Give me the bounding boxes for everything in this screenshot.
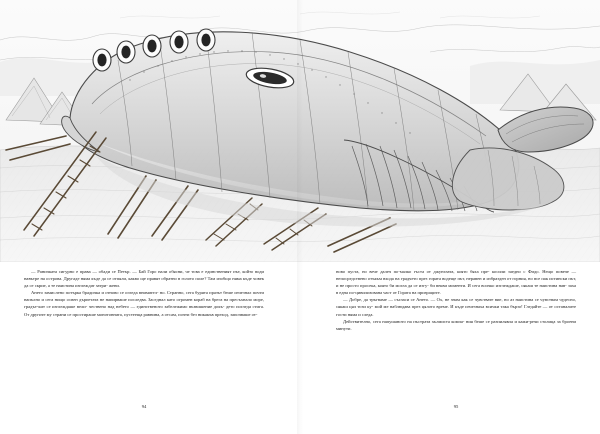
page-number-left: 94 [141, 404, 147, 409]
left-column [24, 268, 264, 318]
text-area [0, 262, 600, 434]
paragraph: — Добре, да тръгваме — съгласи се Ането. — Ох, не знам как се чувствате вие, но аз наистина се чувствам чудесно, сякаш цял този ку- мой ме наблюдава през цялото време. И къде изчезнаха всички така бързо! Гледайте — от останалите гости няма и следа. [336, 297, 576, 317]
page-number-right: 95 [453, 404, 459, 409]
paragraph: — Раничката сигурно е права — обади се Петър. — Бай Горо нали обясни, че това е единственият път, който води навътре на острова. Другаде няма къде да се отпяли, какво ще правят обратно в голото поле? Там изобщо няма къде човек да се скрие, а те наистина изглеждат затри- жени. [24, 269, 264, 289]
paragraph: ново пуста, но вече далеч по-малко гъста от джунглата, която бяха пре- косили заедно с Фидо. Нещо повече — непосредствено отъкъм входа на градчето през гората водеще път, неравен и избразден от горния, но все пак истински път, и не просто просека, която би могла да се изгу- би векви моменти. И сега всичко изглеждаше, сякаш те наистина нав- заха в една по-цивилизована част от Гората на призраците. [336, 269, 576, 296]
paragraph: Ането замислено потърка брадичка и отново се огледа внимател- но. Странно, сега бурята празът беше изчезнал почти напълно и сега нищо освен дърпетата не напирваше последва. Заседнал като огромен кораб на брега на пресъхнало море, градът-кит се изглеждаше вели- чествено над небето — единственото забележимо възвишение докъ- дето погледа стига. От другите му страни се простираше монотонната, пустееща равнина, а отсам, почти без никакъв преход, започваше от- [24, 290, 264, 317]
right-column [336, 268, 576, 332]
paragraph: Действително, сега напушаното на пъстрата хълмиста компа- ния беше се разпилявла и кажи-речи столица за броени минути. [336, 318, 576, 331]
